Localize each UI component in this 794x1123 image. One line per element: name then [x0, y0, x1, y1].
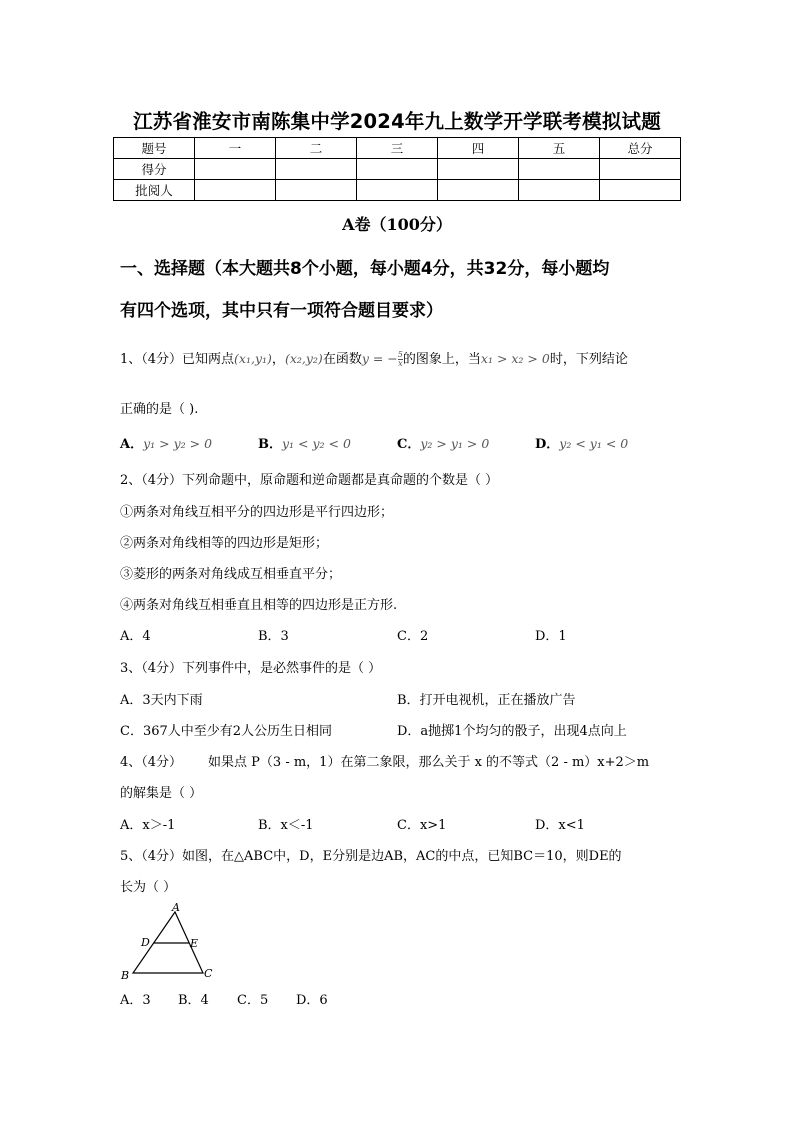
header-cell: 四 [438, 138, 519, 159]
option-expr: y₁ > y₂ > 0 [143, 436, 213, 451]
question-2-stem: 2、（4分）下列命题中，原命题和逆命题都是真命题的个数是（ ） [120, 473, 499, 488]
option-label: C． [397, 437, 421, 452]
header-cell: 一 [195, 138, 276, 159]
reviewer-row [114, 180, 681, 201]
q2-option-b: B．3 [258, 629, 289, 644]
reviewer-cell [357, 180, 438, 201]
q1-condition: x₁ > x₂ > 0 [480, 351, 550, 366]
score-row [114, 159, 681, 180]
q3-option-a: A．3天内下雨 [120, 693, 203, 708]
score-table-header-row [114, 138, 681, 159]
reviewer-cell [438, 180, 519, 201]
section-heading-line1: 一、选择题（本大题共8个小题，每小题4分，共32分，每小题均 [120, 259, 610, 279]
q4-option-c: C．x>1 [397, 818, 447, 833]
q1-point1: (x₁,y₁) [234, 351, 272, 366]
score-cell [357, 159, 438, 180]
q2-statement-4: ④两条对角线互相垂直且相等的四边形是正方形. [120, 598, 398, 613]
q2-statement-1: ①两条对角线互相平分的四边形是平行四边形； [120, 505, 394, 520]
row-label: 批阅人 [114, 180, 195, 201]
score-cell [438, 159, 519, 180]
header-cell: 二 [276, 138, 357, 159]
q5-option-c: C．5 [237, 993, 269, 1008]
q5-option-d: D．6 [296, 993, 328, 1008]
q3-option-c: C．367人中至少有2人公历生日相同 [120, 724, 333, 739]
q1-option-d [535, 433, 628, 452]
reviewer-cell [600, 180, 681, 201]
header-cell: 总分 [600, 138, 681, 159]
q1-mid: 在函数 [322, 352, 362, 367]
q4-text: 如果点 P（3 - m，1）在第二象限，那么关于 x 的不等式（2 - m）x+2＞m [208, 755, 650, 770]
q1-point2: (x₂,y₂) [284, 351, 323, 366]
q1-mid2: 的图象上，当 [402, 352, 481, 367]
q1-option-b [258, 433, 351, 452]
label-e: E [190, 937, 199, 950]
option-expr: y₂ < y₁ < 0 [559, 436, 629, 451]
q1-option-a [120, 433, 212, 452]
question-3-stem: 3、（4分）下列事件中，是必然事件的是（ ） [120, 661, 382, 676]
paper-a-heading: A卷（100分） [342, 215, 452, 234]
reviewer-cell [519, 180, 600, 201]
q2-option-a: A．4 [120, 629, 151, 644]
triangle-figure [118, 902, 218, 982]
option-label: A． [120, 437, 144, 452]
q2-statement-2: ②两条对角线相等的四边形是矩形； [120, 536, 329, 551]
option-expr: y₁ < y₂ < 0 [282, 436, 351, 451]
question-5-line2: 长为（ ） [120, 880, 177, 895]
header-cell: 五 [519, 138, 600, 159]
q2-option-c: C．2 [397, 629, 429, 644]
q2-option-d: D．1 [535, 629, 567, 644]
label-a: A [172, 902, 180, 914]
score-cell [519, 159, 600, 180]
option-expr: y₂ > y₁ > 0 [420, 436, 490, 451]
question-4-stem [120, 751, 649, 770]
option-label: B． [258, 437, 282, 452]
q1-prefix: 1、（4分）已知两点 [120, 352, 235, 367]
q1-post: 时，下列结论 [549, 352, 628, 367]
q1-option-c [397, 433, 489, 452]
q5-option-a: A．3 [120, 993, 151, 1008]
header-cell: 题号 [114, 138, 195, 159]
q4-option-b: B．x＜-1 [258, 818, 314, 833]
label-c: C [204, 967, 213, 980]
q4-option-d: D．x<1 [535, 818, 585, 833]
exam-title: 江苏省淮安市南陈集中学2024年九上数学开学联考模拟试题 [133, 110, 661, 133]
label-d: D [141, 936, 150, 949]
score-table [113, 137, 681, 201]
label-b: B [121, 969, 130, 982]
header-cell: 三 [357, 138, 438, 159]
question-1-stem [120, 348, 628, 368]
question-4-line2: 的解集是（ ） [120, 786, 203, 801]
q1-frac-den: x [398, 359, 403, 368]
question-1-line2: 正确的是（ ). [120, 402, 199, 417]
reviewer-cell [195, 180, 276, 201]
score-cell [276, 159, 357, 180]
q4-option-a: A．x＞-1 [120, 818, 176, 833]
q3-option-d: D．a抛掷1个均匀的骰子，出现4点向上 [397, 724, 627, 739]
score-cell [600, 159, 681, 180]
row-label: 得分 [114, 159, 195, 180]
q1-frac-num: 5 [397, 350, 403, 359]
section-heading-line2: 有四个选项，其中只有一项符合题目要求） [120, 301, 443, 321]
reviewer-cell [276, 180, 357, 201]
question-5-stem: 5、（4分）如图，在△ABC中，D，E分别是边AB，AC的中点，已知BC＝10，则DE的 [120, 849, 622, 864]
q4-prefix: 4、（4分） [120, 755, 183, 770]
q5-option-b: B．4 [178, 993, 209, 1008]
score-cell [195, 159, 276, 180]
q3-option-b: B．打开电视机，正在播放广告 [397, 693, 576, 708]
q2-statement-3: ③菱形的两条对角线成互相垂直平分； [120, 567, 342, 582]
q1-function-lhs: y = − [361, 351, 398, 366]
option-label: D． [535, 437, 560, 452]
q1-sep: ， [271, 352, 285, 367]
